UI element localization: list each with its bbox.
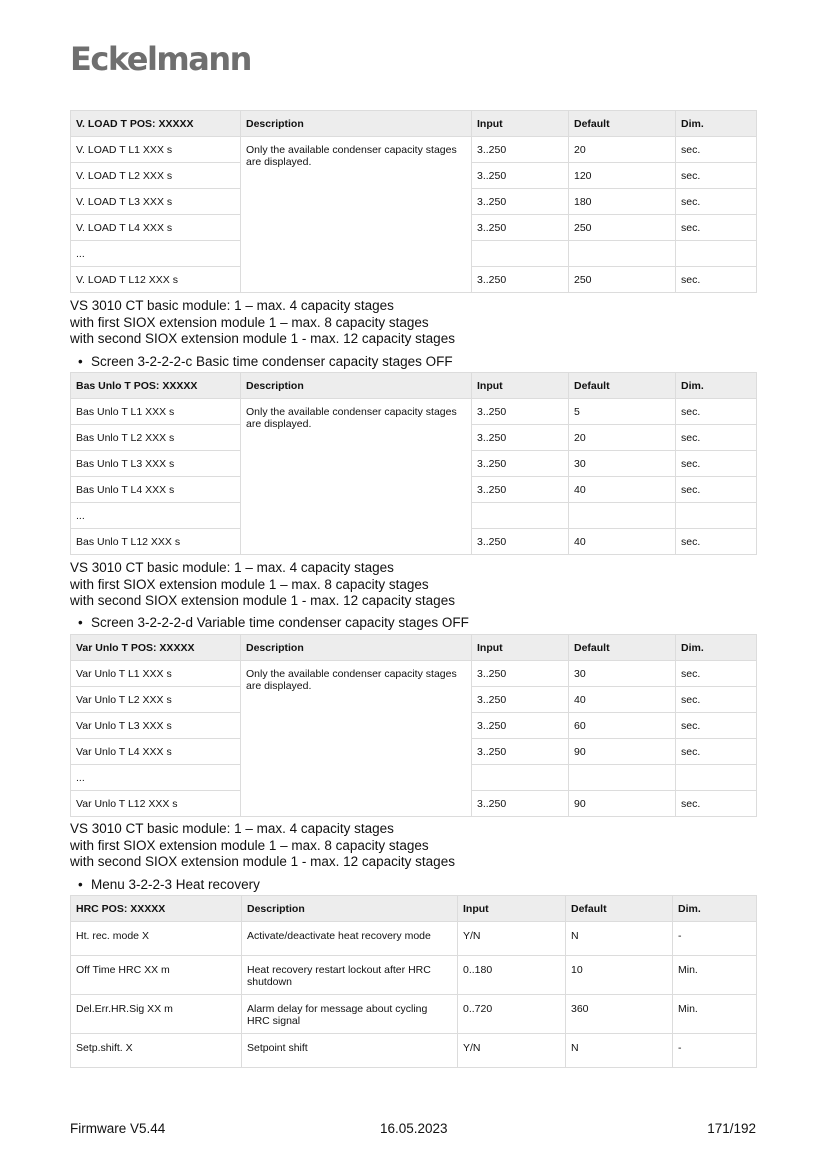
dim-cell: sec.	[676, 215, 757, 241]
input-cell: 3..250	[472, 791, 569, 817]
capacity-stage-note	[70, 560, 455, 610]
default-cell: 40	[569, 529, 676, 555]
parameter-cell: ...	[71, 765, 241, 791]
input-cell: 3..250	[472, 267, 569, 293]
header-description: Description	[241, 635, 472, 661]
input-cell: 3..250	[472, 687, 569, 713]
section-heading	[78, 354, 453, 370]
parameter-cell: Bas Unlo T L1 XXX s	[71, 399, 241, 425]
input-cell: 3..250	[472, 739, 569, 765]
section-title: Screen 3-2-2-2-d Variable time condenser capacity stages OFF	[91, 615, 469, 630]
input-cell	[472, 503, 569, 529]
input-cell: 3..250	[472, 477, 569, 503]
header-dim: Dim.	[676, 111, 757, 137]
table-row	[71, 956, 757, 995]
header-description: Description	[241, 373, 472, 399]
parameter-cell: Setp.shift. X	[71, 1034, 242, 1068]
section-heading	[78, 615, 469, 631]
default-cell: N	[566, 922, 673, 956]
table-row	[71, 995, 757, 1034]
parameter-cell: ...	[71, 241, 241, 267]
default-cell: 60	[569, 713, 676, 739]
description-cell: Only the available condenser capacity stages are displayed.	[241, 399, 472, 555]
parameter-cell: Var Unlo T L4 XXX s	[71, 739, 241, 765]
header-default: Default	[569, 111, 676, 137]
note-line: VS 3010 CT basic module: 1 – max. 4 capacity stages	[70, 560, 394, 575]
header-parameter: Bas Unlo T POS: XXXXX	[71, 373, 241, 399]
default-cell: 360	[566, 995, 673, 1034]
footer-date: 16.05.2023	[380, 1121, 448, 1136]
section-title: Screen 3-2-2-2-c Basic time condenser capacity stages OFF	[91, 354, 453, 369]
header-default: Default	[569, 373, 676, 399]
note-line: with first SIOX extension module 1 – max. 8 capacity stages	[70, 314, 429, 330]
eckelmann-logo: Eckelmann	[70, 40, 251, 78]
dim-cell	[676, 765, 757, 791]
description-cell: Only the available condenser capacity stages are displayed.	[241, 661, 472, 817]
dim-cell: sec.	[676, 163, 757, 189]
section-title: Menu 3-2-2-3 Heat recovery	[91, 877, 260, 892]
parameter-cell: V. LOAD T L2 XXX s	[71, 163, 241, 189]
bas-unlo-t-table	[70, 372, 757, 555]
header-description: Description	[242, 896, 458, 922]
input-cell: 0..720	[458, 995, 566, 1034]
header-parameter: Var Unlo T POS: XXXXX	[71, 635, 241, 661]
header-parameter: V. LOAD T POS: XXXXX	[71, 111, 241, 137]
default-cell: 180	[569, 189, 676, 215]
dim-cell: sec.	[676, 739, 757, 765]
note-line: with second SIOX extension module 1 - max. 12 capacity stages	[70, 593, 455, 608]
default-cell: 120	[569, 163, 676, 189]
table-header-row	[71, 373, 757, 399]
parameter-cell: V. LOAD T L4 XXX s	[71, 215, 241, 241]
dim-cell: sec.	[676, 477, 757, 503]
parameter-cell: ...	[71, 503, 241, 529]
input-cell: 3..250	[472, 215, 569, 241]
note-line: with first SIOX extension module 1 – max. 8 capacity stages	[70, 576, 429, 592]
note-line: VS 3010 CT basic module: 1 – max. 4 capacity stages	[70, 298, 394, 313]
v-load-t-table	[70, 110, 757, 293]
description-cell: Activate/deactivate heat recovery mode	[242, 922, 458, 956]
default-cell: 40	[569, 477, 676, 503]
default-cell	[569, 765, 676, 791]
table-row	[71, 137, 757, 163]
footer-page-number: 171/192	[707, 1121, 756, 1136]
input-cell: 3..250	[472, 425, 569, 451]
table-row	[71, 922, 757, 956]
parameter-cell: Del.Err.HR.Sig XX m	[71, 995, 242, 1034]
table-header-row	[71, 635, 757, 661]
bullet-icon: •	[78, 615, 83, 630]
default-cell: 20	[569, 137, 676, 163]
default-cell: 250	[569, 215, 676, 241]
dim-cell: Min.	[673, 956, 757, 995]
default-cell: N	[566, 1034, 673, 1068]
dim-cell: sec.	[676, 451, 757, 477]
description-cell: Setpoint shift	[242, 1034, 458, 1068]
default-cell: 40	[569, 687, 676, 713]
capacity-stage-note	[70, 298, 455, 348]
dim-cell: Min.	[673, 995, 757, 1034]
dim-cell: sec.	[676, 399, 757, 425]
header-description: Description	[241, 111, 472, 137]
input-cell: 3..250	[472, 189, 569, 215]
header-dim: Dim.	[676, 635, 757, 661]
bullet-icon: •	[78, 877, 83, 892]
input-cell	[472, 241, 569, 267]
default-cell: 30	[569, 451, 676, 477]
parameter-cell: Bas Unlo T L4 XXX s	[71, 477, 241, 503]
description-cell: Only the available condenser capacity stages are displayed.	[241, 137, 472, 293]
input-cell: 3..250	[472, 451, 569, 477]
capacity-stage-note	[70, 821, 455, 871]
note-line: VS 3010 CT basic module: 1 – max. 4 capacity stages	[70, 821, 394, 836]
dim-cell: sec.	[676, 137, 757, 163]
default-cell: 90	[569, 791, 676, 817]
input-cell: 3..250	[472, 661, 569, 687]
note-line: with first SIOX extension module 1 – max. 8 capacity stages	[70, 837, 429, 853]
dim-cell: -	[673, 922, 757, 956]
parameter-cell: Bas Unlo T L12 XXX s	[71, 529, 241, 555]
parameter-cell: Bas Unlo T L3 XXX s	[71, 451, 241, 477]
description-cell: Heat recovery restart lockout after HRC shutdown	[242, 956, 458, 995]
description-cell: Alarm delay for message about cycling HRC signal	[242, 995, 458, 1034]
parameter-cell: Off Time HRC XX m	[71, 956, 242, 995]
header-parameter: HRC POS: XXXXX	[71, 896, 242, 922]
dim-cell: sec.	[676, 791, 757, 817]
default-cell: 30	[569, 661, 676, 687]
header-dim: Dim.	[676, 373, 757, 399]
default-cell: 90	[569, 739, 676, 765]
input-cell: 3..250	[472, 399, 569, 425]
header-input: Input	[472, 373, 569, 399]
note-line: with second SIOX extension module 1 - max. 12 capacity stages	[70, 854, 455, 869]
dim-cell: sec.	[676, 661, 757, 687]
table-row	[71, 399, 757, 425]
parameter-cell: V. LOAD T L12 XXX s	[71, 267, 241, 293]
header-input: Input	[472, 635, 569, 661]
note-line: with second SIOX extension module 1 - max. 12 capacity stages	[70, 331, 455, 346]
input-cell: Y/N	[458, 1034, 566, 1068]
dim-cell: sec.	[676, 189, 757, 215]
dim-cell: sec.	[676, 687, 757, 713]
dim-cell: sec.	[676, 713, 757, 739]
table-row	[71, 1034, 757, 1068]
input-cell: 0..180	[458, 956, 566, 995]
input-cell: 3..250	[472, 713, 569, 739]
dim-cell: sec.	[676, 425, 757, 451]
table-header-row	[71, 111, 757, 137]
parameter-cell: V. LOAD T L1 XXX s	[71, 137, 241, 163]
dim-cell	[676, 503, 757, 529]
footer-firmware: Firmware V5.44	[70, 1121, 166, 1136]
hrc-table	[70, 895, 757, 1068]
parameter-cell: Var Unlo T L2 XXX s	[71, 687, 241, 713]
parameter-cell: Var Unlo T L3 XXX s	[71, 713, 241, 739]
parameter-cell: Var Unlo T L12 XXX s	[71, 791, 241, 817]
input-cell: 3..250	[472, 529, 569, 555]
parameter-cell: Bas Unlo T L2 XXX s	[71, 425, 241, 451]
header-dim: Dim.	[673, 896, 757, 922]
header-default: Default	[566, 896, 673, 922]
header-input: Input	[472, 111, 569, 137]
parameter-cell: Var Unlo T L1 XXX s	[71, 661, 241, 687]
dim-cell	[676, 241, 757, 267]
default-cell: 250	[569, 267, 676, 293]
input-cell: 3..250	[472, 163, 569, 189]
header-default: Default	[569, 635, 676, 661]
input-cell: 3..250	[472, 137, 569, 163]
header-input: Input	[458, 896, 566, 922]
input-cell	[472, 765, 569, 791]
dim-cell: -	[673, 1034, 757, 1068]
dim-cell: sec.	[676, 267, 757, 293]
table-header-row	[71, 896, 757, 922]
table-row	[71, 661, 757, 687]
dim-cell: sec.	[676, 529, 757, 555]
parameter-cell: V. LOAD T L3 XXX s	[71, 189, 241, 215]
bullet-icon: •	[78, 354, 83, 369]
var-unlo-t-table	[70, 634, 757, 817]
default-cell: 20	[569, 425, 676, 451]
section-heading	[78, 877, 260, 893]
input-cell: Y/N	[458, 922, 566, 956]
parameter-cell: Ht. rec. mode X	[71, 922, 242, 956]
default-cell	[569, 503, 676, 529]
default-cell: 5	[569, 399, 676, 425]
default-cell	[569, 241, 676, 267]
default-cell: 10	[566, 956, 673, 995]
